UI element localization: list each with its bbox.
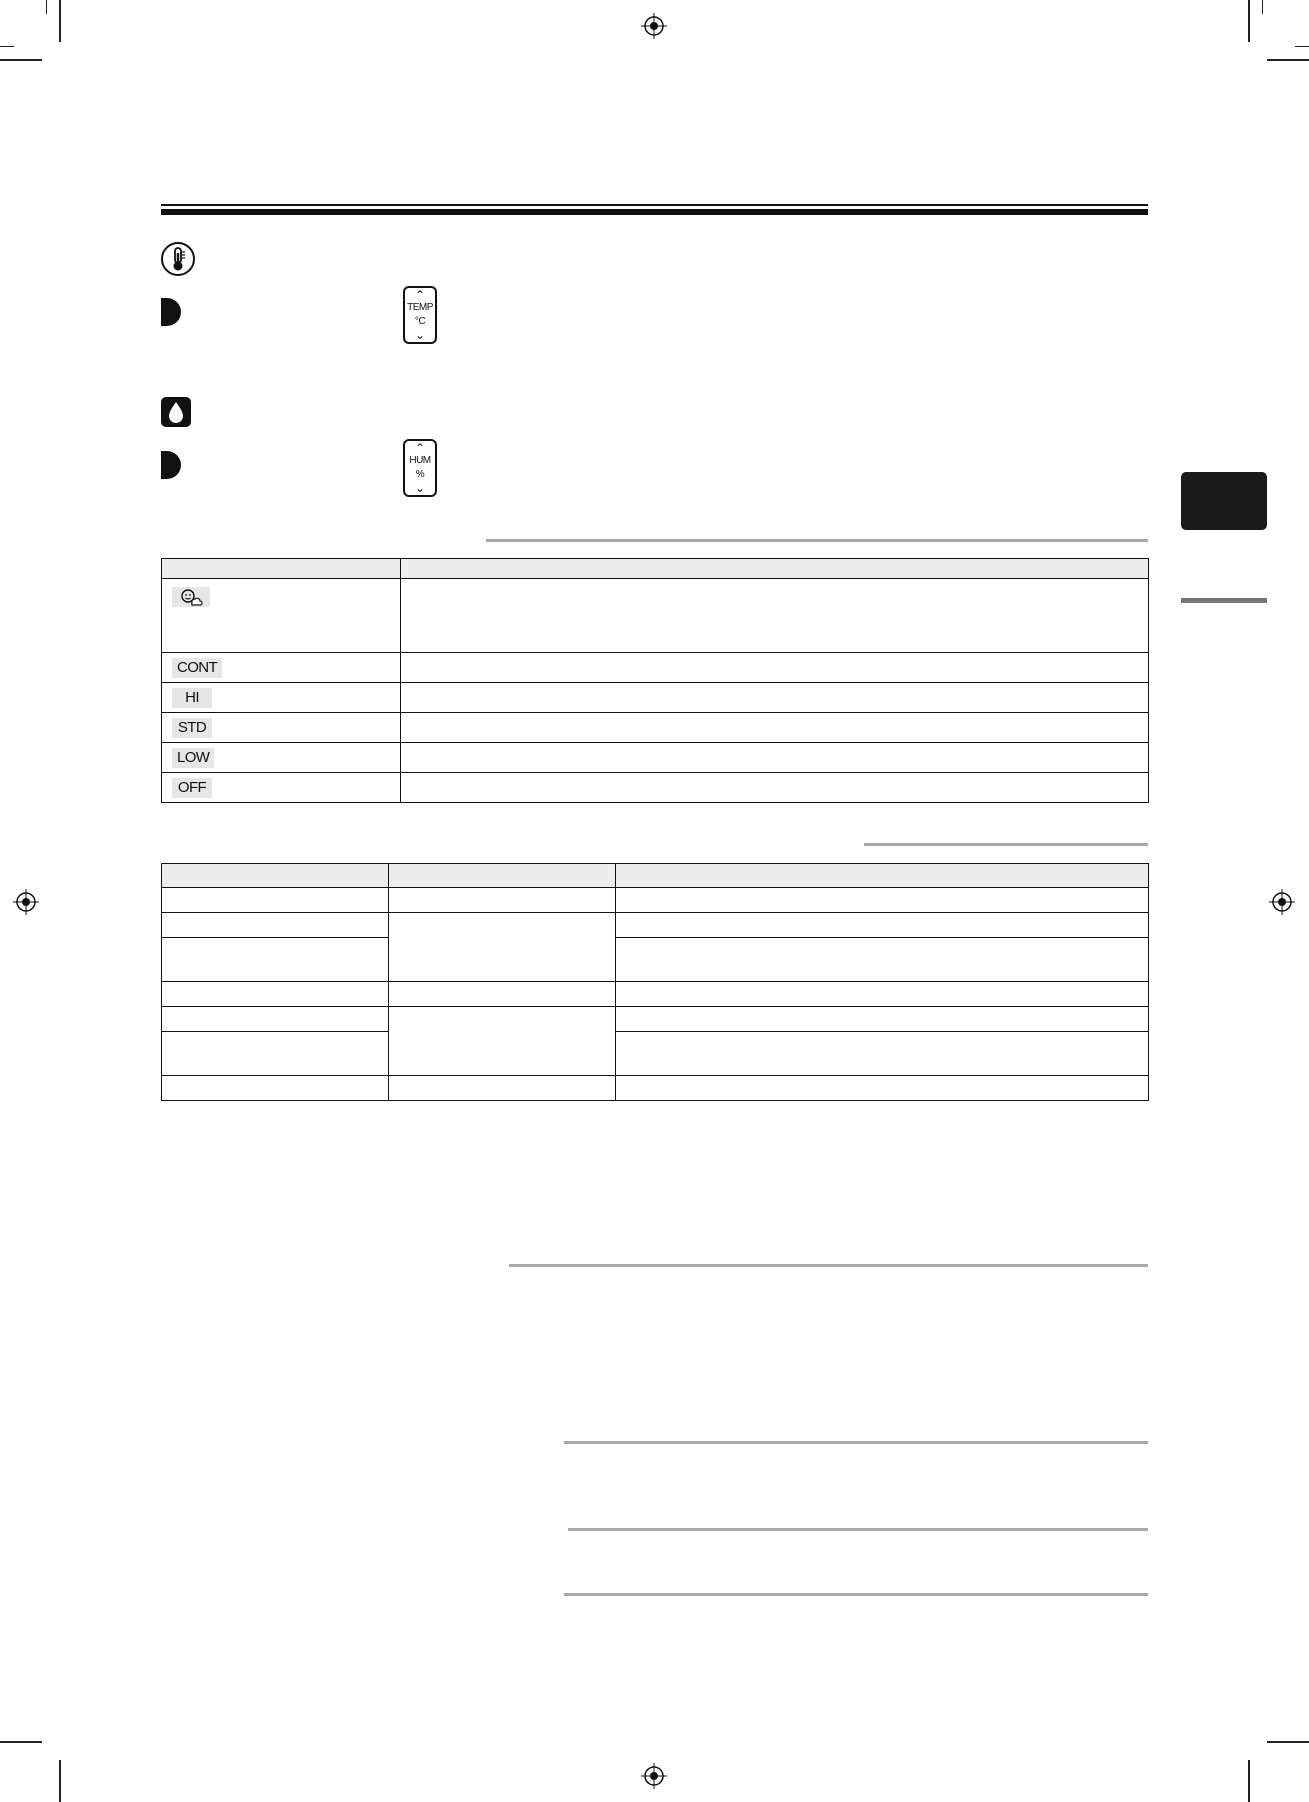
hum-button[interactable] xyxy=(403,439,437,497)
mode-description xyxy=(401,743,1149,773)
chevron-up-icon: ⌃ xyxy=(414,288,426,302)
section-rule-3 xyxy=(509,1264,1148,1267)
section-tab-bar xyxy=(1181,598,1267,603)
header-rule-thick xyxy=(161,209,1148,215)
registration-mark-left xyxy=(13,889,39,915)
thermometer-icon xyxy=(160,241,196,277)
table-header-col-3 xyxy=(616,864,1149,888)
table-row xyxy=(162,743,1149,773)
mode-description xyxy=(401,713,1149,743)
section-tab xyxy=(1181,472,1267,530)
chevron-down-icon: ⌄ xyxy=(414,480,426,495)
chevron-up-icon: ⌃ xyxy=(414,441,426,455)
chevron-down-icon: ⌄ xyxy=(414,327,426,342)
registration-mark-top xyxy=(641,13,667,39)
mode-description xyxy=(401,773,1149,803)
temp-button-label: TEMP xyxy=(407,302,433,314)
mode-badge-off: OFF xyxy=(172,778,212,798)
table-header-description xyxy=(401,559,1149,579)
section-rule-5 xyxy=(568,1528,1148,1531)
table-row xyxy=(162,773,1149,803)
step-marker-1 xyxy=(161,298,181,326)
section-rule-2 xyxy=(864,843,1148,846)
table-header-col-2 xyxy=(389,864,616,888)
table-row xyxy=(162,1032,1149,1076)
table-row xyxy=(162,1007,1149,1032)
table-header-mode xyxy=(162,559,401,579)
table-row xyxy=(162,653,1149,683)
mode-badge-low: LOW xyxy=(172,748,214,768)
registration-mark-bottom xyxy=(641,1763,667,1789)
settings-table xyxy=(161,863,1149,1101)
hum-button-label: HUM xyxy=(409,455,431,467)
smile-cloud-icon xyxy=(172,587,210,607)
mode-badge-std: STD xyxy=(172,718,212,738)
table-row xyxy=(162,938,1149,982)
table-row xyxy=(162,683,1149,713)
step-marker-2 xyxy=(161,451,181,479)
mode-description xyxy=(401,579,1149,653)
humidity-mode-table xyxy=(161,558,1149,803)
water-drop-icon xyxy=(160,396,192,428)
table-row xyxy=(162,1076,1149,1101)
temp-button-unit: °C xyxy=(414,315,426,327)
section-rule-6 xyxy=(564,1593,1148,1596)
section-rule-4 xyxy=(564,1441,1148,1444)
table-row xyxy=(162,713,1149,743)
temp-button[interactable] xyxy=(403,286,437,344)
header-rule-thin xyxy=(161,204,1148,206)
mode-description xyxy=(401,653,1149,683)
hum-button-unit: % xyxy=(415,468,425,480)
table-row xyxy=(162,579,1149,653)
table-row xyxy=(162,982,1149,1007)
table-row xyxy=(162,888,1149,913)
section-rule-1 xyxy=(486,539,1148,542)
mode-badge-hi: HI xyxy=(172,688,212,708)
table-row xyxy=(162,913,1149,938)
registration-mark-right xyxy=(1269,889,1295,915)
mode-badge-cont: CONT xyxy=(172,658,222,678)
mode-description xyxy=(401,683,1149,713)
table-header-col-1 xyxy=(162,864,389,888)
